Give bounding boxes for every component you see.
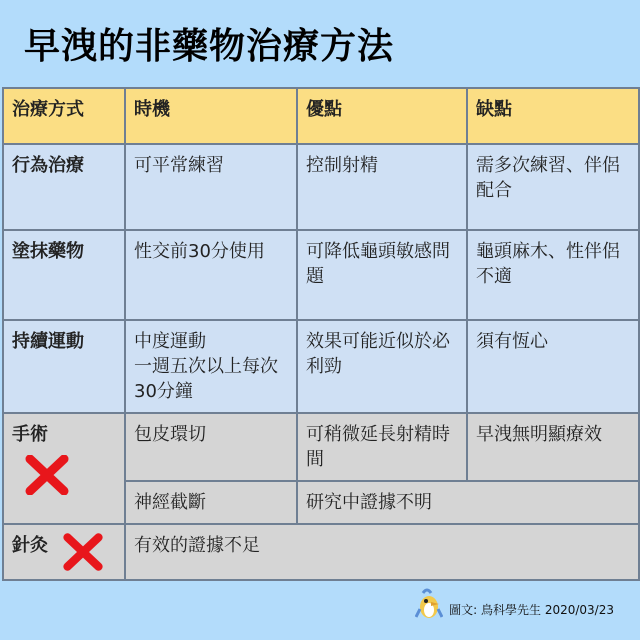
- pro-cell: 研究中證據不明: [297, 481, 639, 524]
- red-cross-icon: [24, 455, 70, 495]
- table-row: [3, 230, 639, 320]
- con-cell: 早洩無明顯療效: [467, 413, 639, 481]
- timing-cell: 神經截斷: [125, 481, 297, 524]
- red-cross-icon: [62, 533, 104, 571]
- table-row: [3, 524, 639, 580]
- method-acupuncture: [3, 524, 125, 580]
- table-row: [3, 144, 639, 230]
- timing-cell: [125, 320, 297, 413]
- con-cell: 需多次練習、伴侶配合: [467, 144, 639, 230]
- pro-cell: 可降低龜頭敏感問題: [297, 230, 467, 320]
- header-cons: 缺點: [467, 88, 639, 144]
- method-surgery-label: 手術: [12, 424, 48, 445]
- con-cell: 須有恆心: [467, 320, 639, 413]
- table-header-row: [3, 88, 639, 144]
- table-row: [3, 413, 639, 481]
- con-cell: 龜頭麻木、性伴侶不適: [467, 230, 639, 320]
- credit: [415, 597, 614, 621]
- pro-cell-highlight: 效果可能近似於必利勁: [297, 320, 467, 413]
- method-topical: 塗抹藥物: [3, 230, 125, 320]
- pro-cell: 可稍微延長射精時間: [297, 413, 467, 481]
- page-title: 早洩的非藥物治療方法: [24, 26, 395, 67]
- method-behavior: 行為治療: [3, 144, 125, 230]
- header-timing: 時機: [125, 88, 297, 144]
- bird-logo-icon: [415, 587, 443, 621]
- timing-cell: 可平常練習: [125, 144, 297, 230]
- note-cell: 有效的證據不足: [125, 524, 639, 580]
- header-method: 治療方式: [3, 88, 125, 144]
- timing-cell: 包皮環切: [125, 413, 297, 481]
- credit-text: 圖文: 鳥科學先生 2020/03/23: [449, 602, 614, 617]
- method-surgery: [3, 413, 125, 524]
- method-exercise: 持續運動: [3, 320, 125, 413]
- treatment-table: [2, 87, 640, 581]
- header-pros: 優點: [297, 88, 467, 144]
- timing-line: 一週五次以上每次30分鐘: [134, 356, 278, 402]
- method-acupuncture-label: 針灸: [12, 535, 48, 556]
- timing-cell: 性交前30分使用: [125, 230, 297, 320]
- timing-line: 中度運動: [134, 331, 206, 352]
- table-row: [3, 320, 639, 413]
- pro-cell: 控制射精: [297, 144, 467, 230]
